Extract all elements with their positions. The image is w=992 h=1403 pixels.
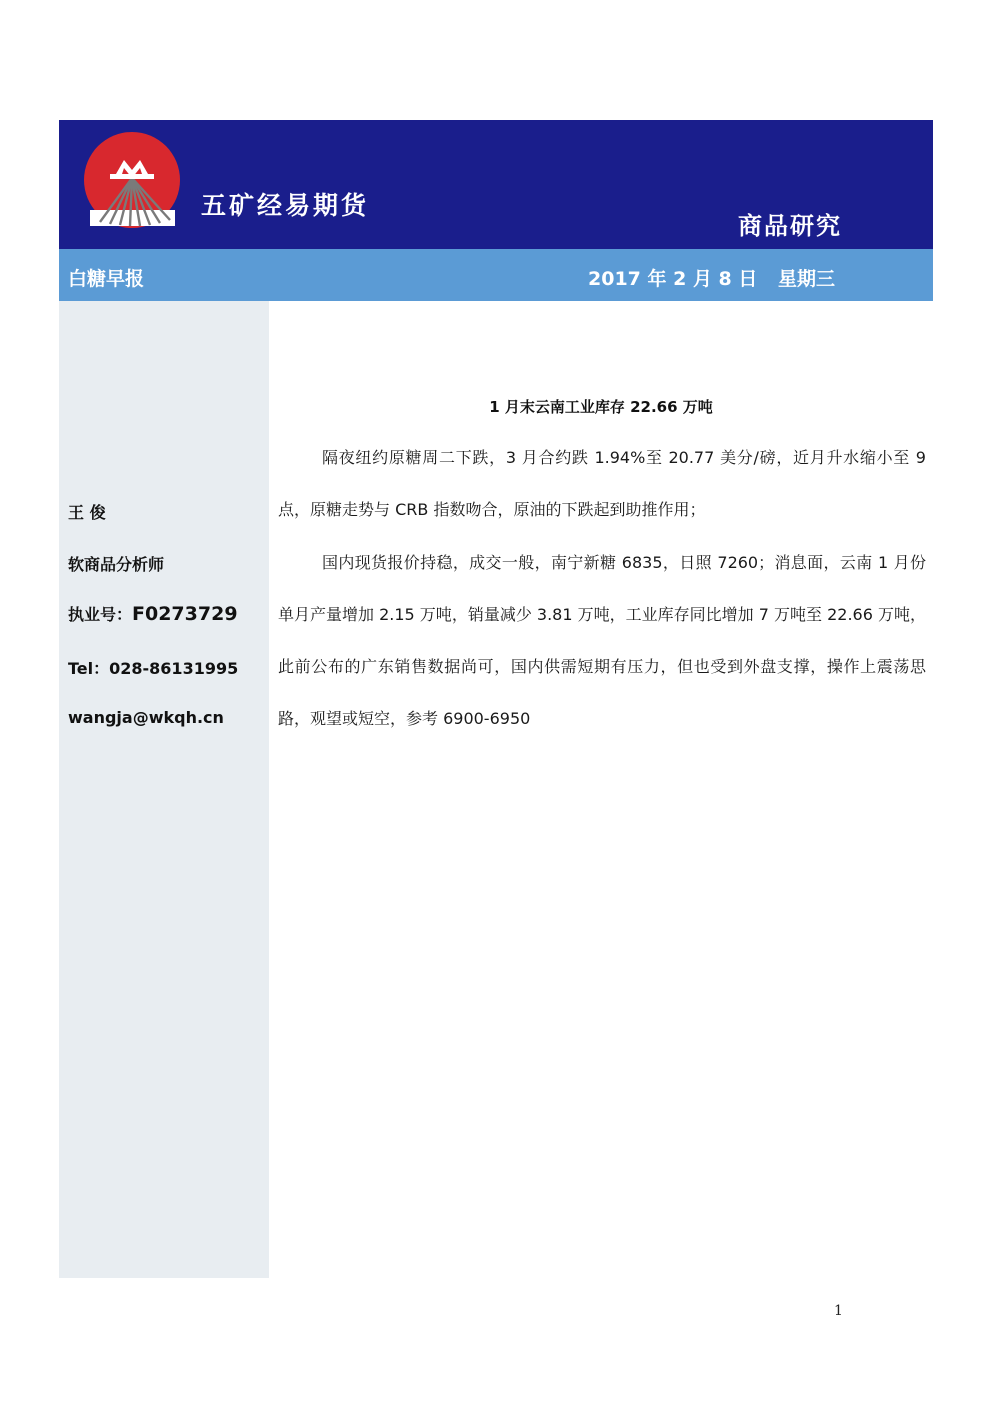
article-paragraph: 国内现货报价持稳，成交一般，南宁新糖 6835，日照 7260；消息面，云南 1 月份单月产量增加 2.15 万吨，销量减少 3.81 万吨，工业库存同比增加 7 万吨至 22.66 万吨，此前公布的广东销售数据尚可，国内供需短期有压力，但也受到外盘支撑，操作上震荡思路，观望或短空，参考 6900-6950 bbox=[278, 553, 926, 728]
license-label: 执业号： bbox=[68, 605, 133, 624]
page-number: 1 bbox=[834, 1303, 843, 1319]
analyst-title: 软商品分析师 bbox=[68, 555, 165, 574]
report-weekday: 星期三 bbox=[778, 268, 836, 290]
report-name: 白糖早报 bbox=[68, 268, 145, 290]
article-headline: 1 月末云南工业库存 22.66 万吨 bbox=[489, 398, 713, 416]
analyst-phone: Tel：028-86131995 bbox=[68, 659, 239, 678]
minmetals-logo bbox=[80, 130, 190, 230]
article-paragraph: 隔夜纽约原糖周二下跌，3 月合约跌 1.94%至 20.77 美分/磅，近月升水缩小至 9 点，原糖走势与 CRB 指数吻合，原油的下跌起到助推作用； bbox=[278, 448, 926, 519]
analyst-license bbox=[68, 602, 238, 625]
analyst-email[interactable]: wangja@wkqh.cn bbox=[68, 708, 224, 727]
report-date: 2017 年 2 月 8 日 bbox=[588, 268, 758, 290]
analyst-name: 王 俊 bbox=[68, 503, 106, 522]
section-title: 商品研究 bbox=[738, 212, 842, 240]
license-number: F0273729 bbox=[132, 603, 238, 625]
analyst-sidebar bbox=[59, 301, 269, 1278]
company-name: 五矿经易期货 bbox=[201, 191, 370, 220]
